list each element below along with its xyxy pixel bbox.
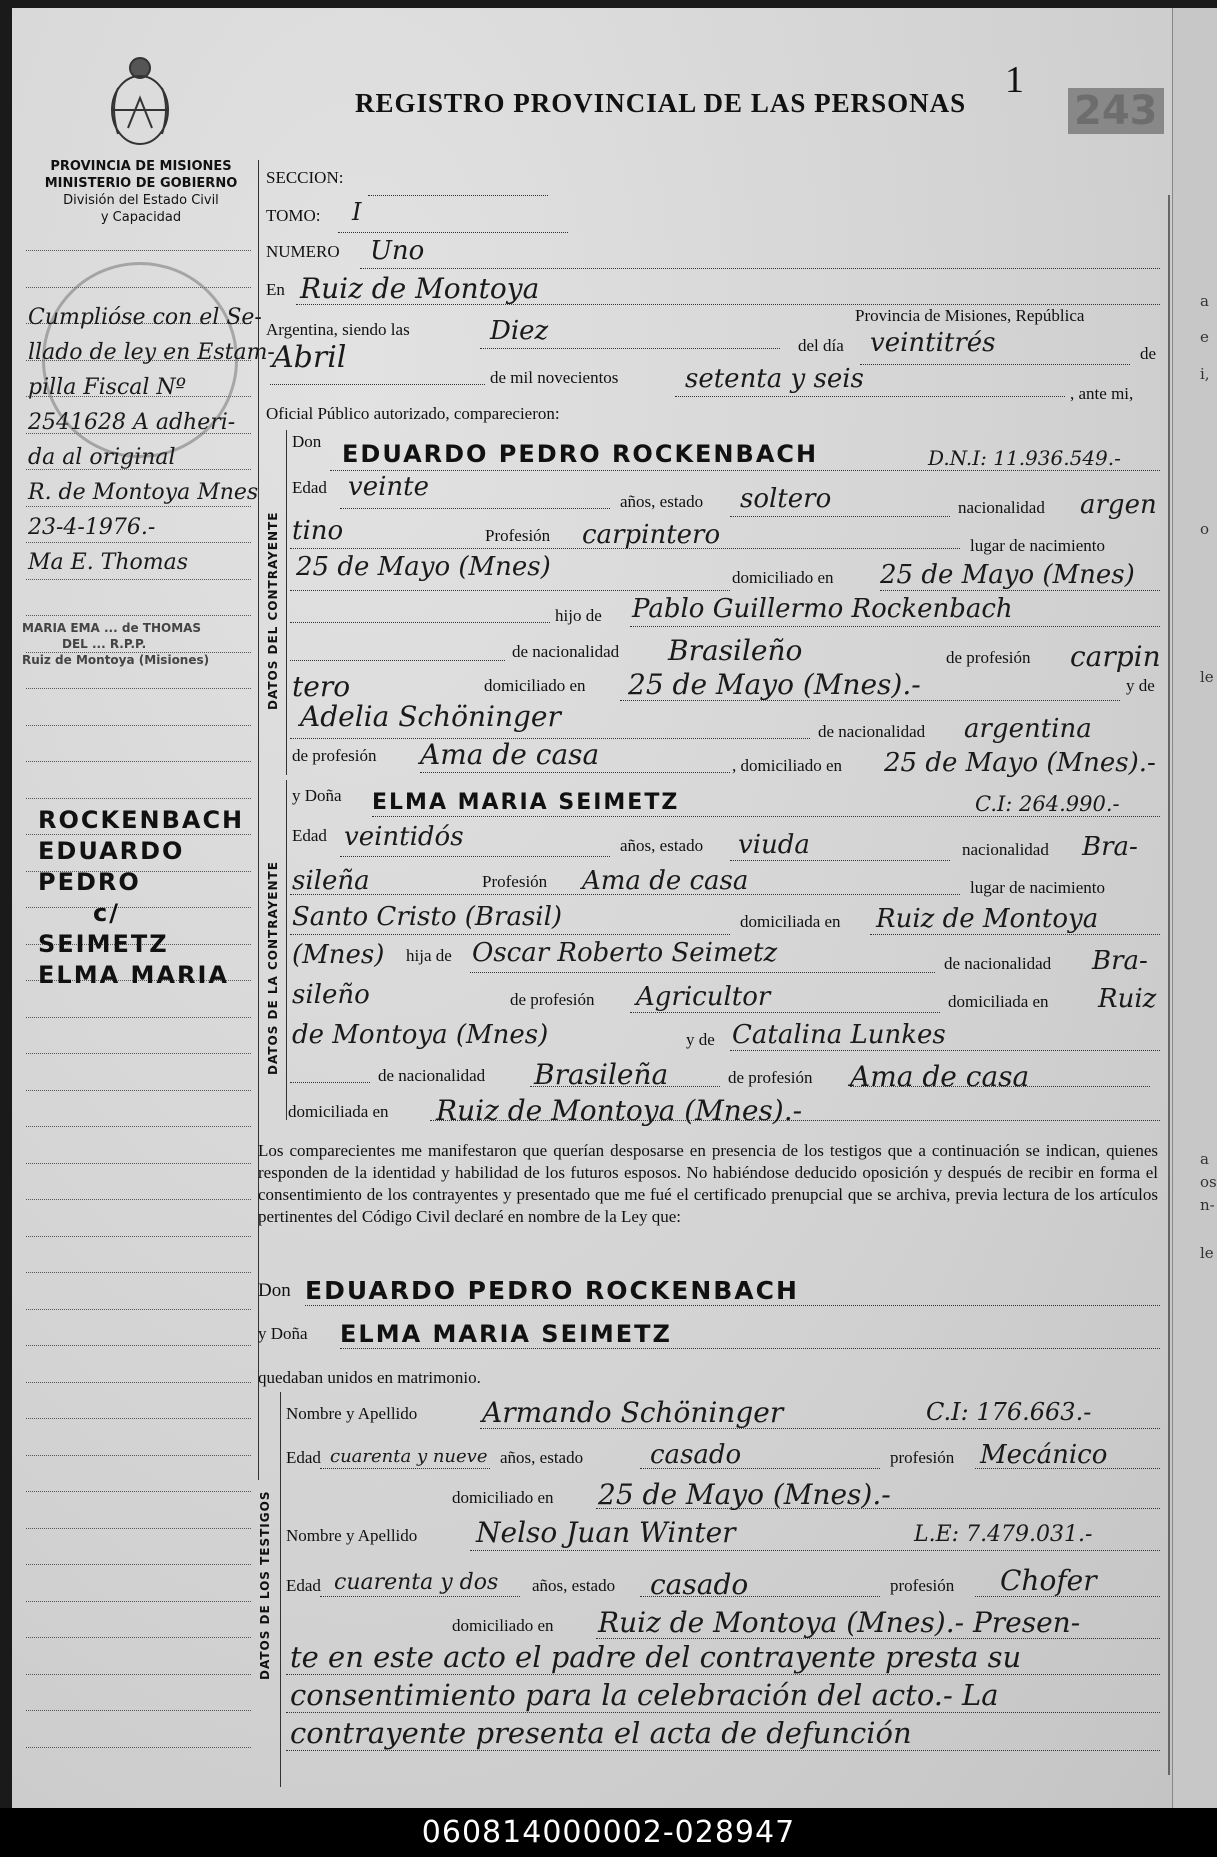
numero-value: Uno [370,236,425,266]
margin-rule-line [26,1747,251,1748]
margin-rule-line [26,1090,251,1091]
contrayente-side-label: DATOS DEL CONTRAYENTE [266,511,280,710]
gov-header [26,158,256,226]
decl-dona-name: ELMA MARIA SEIMETZ [340,1320,672,1348]
prof-label: profesión [890,1448,955,1467]
don-label: Don [258,1280,291,1301]
testigos-divider [280,1392,281,1787]
official-stamp-line: MARIA EMA ... de THOMAS [22,621,202,635]
margin-rule-line [26,1126,251,1127]
margin-rule-line [26,1710,251,1711]
contrayenta-side-label: DATOS DE LA CONTRAYENTE [266,861,280,1075]
page-number: 1 [1005,59,1024,101]
provincia-text: Provincia de Misiones, República [855,306,1085,325]
contrayenta-padre-prof: Agricultor [636,982,771,1012]
contrayenta-domicilio2: (Mnes) [292,940,385,970]
note-line-3: contrayente presenta el acta de defunción [290,1716,912,1750]
contrayente-padre-dom: 25 de Mayo (Mnes).- [628,668,921,701]
prof-label: Profesión [485,526,551,545]
contrayenta-domicilio1: Ruiz de Montoya [876,904,1099,934]
margin-rule-line [26,1528,251,1529]
nombre-label: Nombre y Apellido [286,1404,418,1423]
closing-text: quedaban unidos en matrimonio. [258,1368,481,1387]
margin-name: c/ [93,899,120,927]
contrayenta-doc: C.I: 264.990.- [975,792,1120,816]
contrayente-domicilio: 25 de Mayo (Mnes) [880,560,1135,590]
contrayenta-padre: Oscar Roberto Seimetz [472,938,778,968]
madre-dom-label: domiciliada en [288,1102,389,1121]
margin-note [28,300,275,580]
en-value: Ruiz de Montoya [300,272,540,305]
contrayenta-profesion: Ama de casa [582,866,749,896]
dia-value: veintitrés [870,328,996,358]
margin-rule-line [26,1418,251,1419]
edge-letter: o [1200,520,1210,538]
margin-name: EDUARDO [38,837,185,865]
edge-letter: a [1200,292,1209,310]
testigo2-prof: Chofer [1000,1564,1097,1597]
tomo-value: I [352,198,362,226]
right-border [1168,195,1170,1775]
testigo2-name: Nelso Juan Winter [476,1516,736,1549]
de-nac-label: de nacionalidad [512,642,620,661]
contrayenta-padre-nac2: sileño [292,980,370,1010]
dona-label: y Doña [258,1324,308,1343]
tomo-label: TOMO: [266,206,321,225]
contrayente-profesion: carpintero [582,520,721,550]
testigo2-estado: casado [650,1568,749,1601]
contrayenta-nac2: sileña [292,866,370,896]
official-stamp-line: Ruiz de Montoya (Misiones) [22,653,210,667]
madre-nac-label: de nacionalidad [378,1066,486,1085]
contrayente-madre-prof: Ama de casa [420,738,600,771]
coat-of-arms-icon [100,48,180,148]
margin-note-line: 2541628 A adheri- [28,410,236,435]
margin-rule-line [26,1674,251,1675]
contrayenta-padre-dom2: de Montoya (Mnes) [292,1020,549,1050]
contrayente-madre-nac: argentina [964,714,1092,744]
margin-note-line: da al original [28,445,176,470]
footer-code: 060814000002-028947 [0,1808,1217,1857]
margin-rule-line [26,1637,251,1638]
next-page-edge [1172,8,1217,1808]
don-label: Don [292,432,322,451]
contrayente-edad: veinte [348,472,429,502]
margin-note-line: Cumplióse con el Se- [28,305,262,330]
margin-note-line: Ma E. Thomas [28,550,189,575]
margin-note-line: pilla Fiscal Nº [28,375,186,400]
y-de-label: y de [1126,676,1155,695]
margin-rule-line [26,1017,251,1018]
margin-rule-line [26,1309,251,1310]
de-nac-label: de nacionalidad [944,954,1052,973]
contrayenta-madre-prof: Ama de casa [850,1060,1030,1093]
contrayente-lugar: 25 de Mayo (Mnes) [296,552,551,582]
margin-name: ELMA MARIA [38,961,229,989]
edge-letter: a [1200,1150,1209,1168]
contrayenta-divider [286,780,287,1120]
hija-label: hija de [406,946,452,965]
contrayente-padre-prof1: carpin [1070,640,1161,673]
margin-rule-line [26,615,251,616]
margin-rule-line [26,1455,251,1456]
contrayente-padre-nac: Brasileño [668,634,803,667]
edge-letter: os [1200,1173,1217,1191]
contrayente-nac2: tino [292,516,344,546]
edad-label: Edad [286,1448,321,1467]
contrayente-estado: soltero [740,484,832,514]
madre-nac-label: de nacionalidad [818,722,926,741]
contrayenta-nac1: Bra- [1082,832,1138,862]
margin-rule-line [26,761,251,762]
margin-rule-line [26,798,251,799]
testigo1-edad: cuarenta y nueve [330,1446,488,1467]
gov-line: PROVINCIA DE MISIONES [50,159,232,174]
y-de-label: y de [686,1030,715,1049]
mes-value: Abril [272,340,347,375]
margin-name: SEIMETZ [38,930,169,958]
gov-line: y Capacidad [100,210,182,225]
de-label: de [1140,344,1157,363]
margin-rule-line [26,1053,251,1054]
testigo2-dom: Ruiz de Montoya (Mnes).- Presen- [598,1606,1081,1639]
lugar-label: lugar de nacimiento [970,536,1106,555]
seccion-label: SECCION: [266,168,344,187]
prof-label: profesión [890,1576,955,1595]
margin-note-line: R. de Montoya Mnes [28,480,259,505]
en-label: En [266,280,285,299]
hijo-label: hijo de [555,606,602,625]
note-line-1: te en este acto el padre del contrayente presta su [290,1640,1022,1674]
gov-line: División del Estado Civil [63,193,219,208]
testigo1-name: Armando Schöninger [482,1396,784,1429]
de-prof-label: de profesión [946,648,1031,667]
mil-label: de mil novecientos [490,368,619,387]
contrayenta-padre-dom1: Ruiz [1098,984,1157,1014]
gov-line: MINISTERIO DE GOBIERNO [44,176,238,191]
contrayente-madre-dom: 25 de Mayo (Mnes).- [884,748,1156,778]
margin-rule-line [26,1272,251,1273]
contrayente-divider [286,430,287,775]
ante-mi: , ante mi, [1070,384,1134,403]
margin-rule-line [26,1199,251,1200]
contrayente-padre-prof2: tero [292,670,351,703]
testigo1-dom: 25 de Mayo (Mnes).- [598,1478,891,1511]
contrayente-madre: Adelia Schöninger [300,700,561,733]
contrayente-name: EDUARDO PEDRO ROCKENBACH [342,440,819,468]
contrayenta-madre-nac: Brasileña [534,1058,669,1091]
domic-label: domiciliado en [452,1488,554,1507]
contrayenta-padre-nac1: Bra- [1092,946,1148,976]
margin-rule-line [26,1382,251,1383]
margin-names [38,805,244,991]
padre-dom-label: domiciliada en [948,992,1049,1011]
nac-label: nacionalidad [958,498,1045,517]
argentina-text: Argentina, siendo las [266,320,410,339]
edge-letter: n- [1200,1196,1215,1214]
madre-prof-label: de profesión [292,746,377,765]
edge-letter: le [1200,668,1214,686]
anio-value: setenta y seis [685,364,864,394]
declaration-paragraph: Los comparecientes me manifestaron que querían desposarse en presencia de los testigos que a continuación se indican, quienes responden de la identidad y habilidad de los futuros esposos. No habiéndose deducido oposición y después de recibir en forma el consentimiento de los contrayentes y presentado que me fué el certificado prenupcial que se archiva, previa lectura de los artículos pertinentes del Código Civil declaré en nombre de la Ley que: [258,1141,1158,1226]
padre-dom-label: domiciliado en [484,676,586,695]
contrayenta-estado: viuda [738,830,810,860]
margin-rule-line [26,1491,251,1492]
domic-label: domiciliada en [740,912,841,931]
margin-name: ROCKENBACH [38,806,245,834]
note-line-2: consentimiento para la celebración del acto.- La [290,1678,999,1712]
contrayente-nac1: argen [1080,490,1157,520]
margin-rule-line [26,1236,251,1237]
testigos-side-label: DATOS DE LOS TESTIGOS [258,1490,272,1680]
contrayenta-lugar: Santo Cristo (Brasil) [292,902,563,932]
contrayenta-madre-dom: Ruiz de Montoya (Mnes).- [436,1094,803,1127]
testigo2-edad: cuarenta y dos [334,1570,499,1595]
edge-letter: e [1200,328,1209,346]
corner-number: 243 [1068,88,1164,134]
edad-label: Edad [292,478,327,497]
margin-rule-line [26,1163,251,1164]
anios-label: años, estado [500,1448,584,1467]
margin-rule-line [26,1345,251,1346]
madre-prof-label: de profesión [728,1068,813,1087]
de-prof-label: de profesión [510,990,595,1009]
edad-label: Edad [292,826,327,845]
madre-dom-label: , domiciliado en [732,756,843,775]
del-dia-label: del día [798,336,844,355]
edad-label: Edad [286,1576,321,1595]
testigo1-prof: Mecánico [980,1440,1108,1470]
testigo1-doc: C.I: 176.663.- [926,1398,1092,1426]
contrayenta-madre: Catalina Lunkes [732,1020,946,1050]
oficial-text: Oficial Público autorizado, comparecieron: [266,404,560,423]
margin-rule-line [26,1564,251,1565]
margin-name: PEDRO [38,868,141,896]
margin-note-line: 23-4-1976.- [28,515,156,540]
margin-rule-line [26,725,251,726]
domic-label: domiciliado en [732,568,834,587]
anios-label: años, estado [532,1576,616,1595]
contrayente-doc: D.N.I: 11.936.549.- [928,446,1121,470]
nac-label: nacionalidad [962,840,1049,859]
testigo1-estado: casado [650,1440,742,1470]
margin-rule-line [26,1601,251,1602]
nombre-label: Nombre y Apellido [286,1526,418,1545]
contrayente-padre: Pablo Guillermo Rockenbach [632,594,1013,624]
numero-label: NUMERO [266,242,340,261]
contrayenta-name: ELMA MARIA SEIMETZ [372,790,680,815]
anios-label: años, estado [620,492,704,511]
contrayenta-edad: veintidós [344,822,464,852]
page-title: REGISTRO PROVINCIAL DE LAS PERSONAS [355,88,967,118]
prof-label: Profesión [482,872,548,891]
official-stamp-line: DEL ... R.P.P. [62,637,147,651]
hora-value: Diez [490,316,549,346]
domic-label: domiciliado en [452,1616,554,1635]
edge-letter: i, [1200,365,1210,383]
margin-rule-line [26,688,251,689]
anios-label: años, estado [620,836,704,855]
lugar-label: lugar de nacimiento [970,878,1106,897]
margin-note-line: llado de ley en Estam- [28,340,275,365]
decl-don-name: EDUARDO PEDRO ROCKENBACH [305,1276,799,1305]
dona-label: y Doña [292,786,342,805]
edge-letter: le [1200,1244,1214,1262]
testigo2-doc: L.E: 7.479.031.- [914,1522,1093,1547]
margin-rule-line [26,250,251,251]
official-stamp [22,620,209,668]
